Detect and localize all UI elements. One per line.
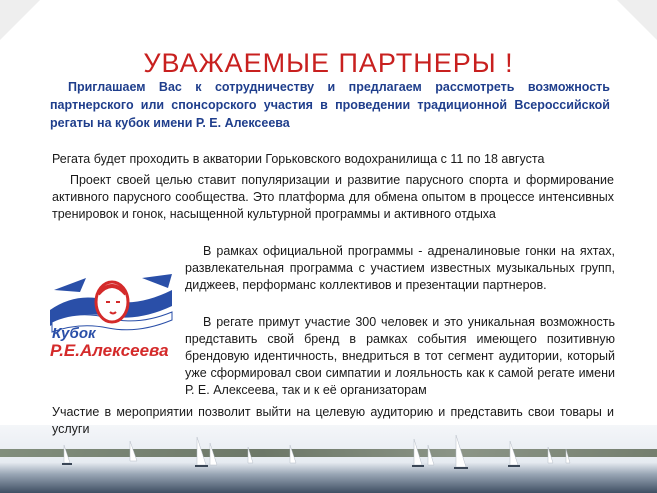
program-paragraph: В рамках официальной программы - адреналиновые гонки на яхтах, развлекательная программа с участием известных музыкальных групп, диджеев, перформанс коллективов и презентации партнеров. (185, 244, 615, 292)
decor-corner-left (0, 0, 40, 40)
page-title: УВАЖАЕМЫЕ ПАРТНЕРЫ ! (143, 48, 514, 79)
final-paragraph: Участие в мероприятии позволит выйти на целевую аудиторию и представить свои товары и услуги (52, 405, 614, 436)
dates-paragraph: Регата будет проходить в акватории Горьковского водохранилища с 11 по 18 августа (52, 152, 545, 166)
intro-paragraph: Приглашаем Вас к сотрудничеству и предлагаем рассмотреть возможность партнерского или спонсорского участия в проведении традиционной Всероссийской регаты на кубок имени Р. Е. Алексеева (50, 80, 610, 130)
regatta-logo (46, 270, 176, 362)
project-paragraph: Проект своей целью ставит популяризации и развитие парусного спорта и формирование активного парусного сообщества. Это платформа для обмена опытом в процессе интенсивных тренировок и гонок, насыщенной культурной программы и активного отдыха (52, 173, 614, 221)
participants-paragraph: В регате примут участие 300 человек и это уникальная возможность представить свой бренд в рамках события имеющего позитивную брендовую идентичность, внедриться в тот сегмент аудитории, который уже сформировал свои симпатии и лояльность как к самой регате имени Р. Е. Алексеева, так и к её организаторам (185, 315, 615, 397)
logo-text-name: Р.Е.Алексеева (50, 341, 169, 360)
decor-corner-right (617, 0, 657, 40)
logo-text-cup: Кубок (52, 325, 96, 342)
